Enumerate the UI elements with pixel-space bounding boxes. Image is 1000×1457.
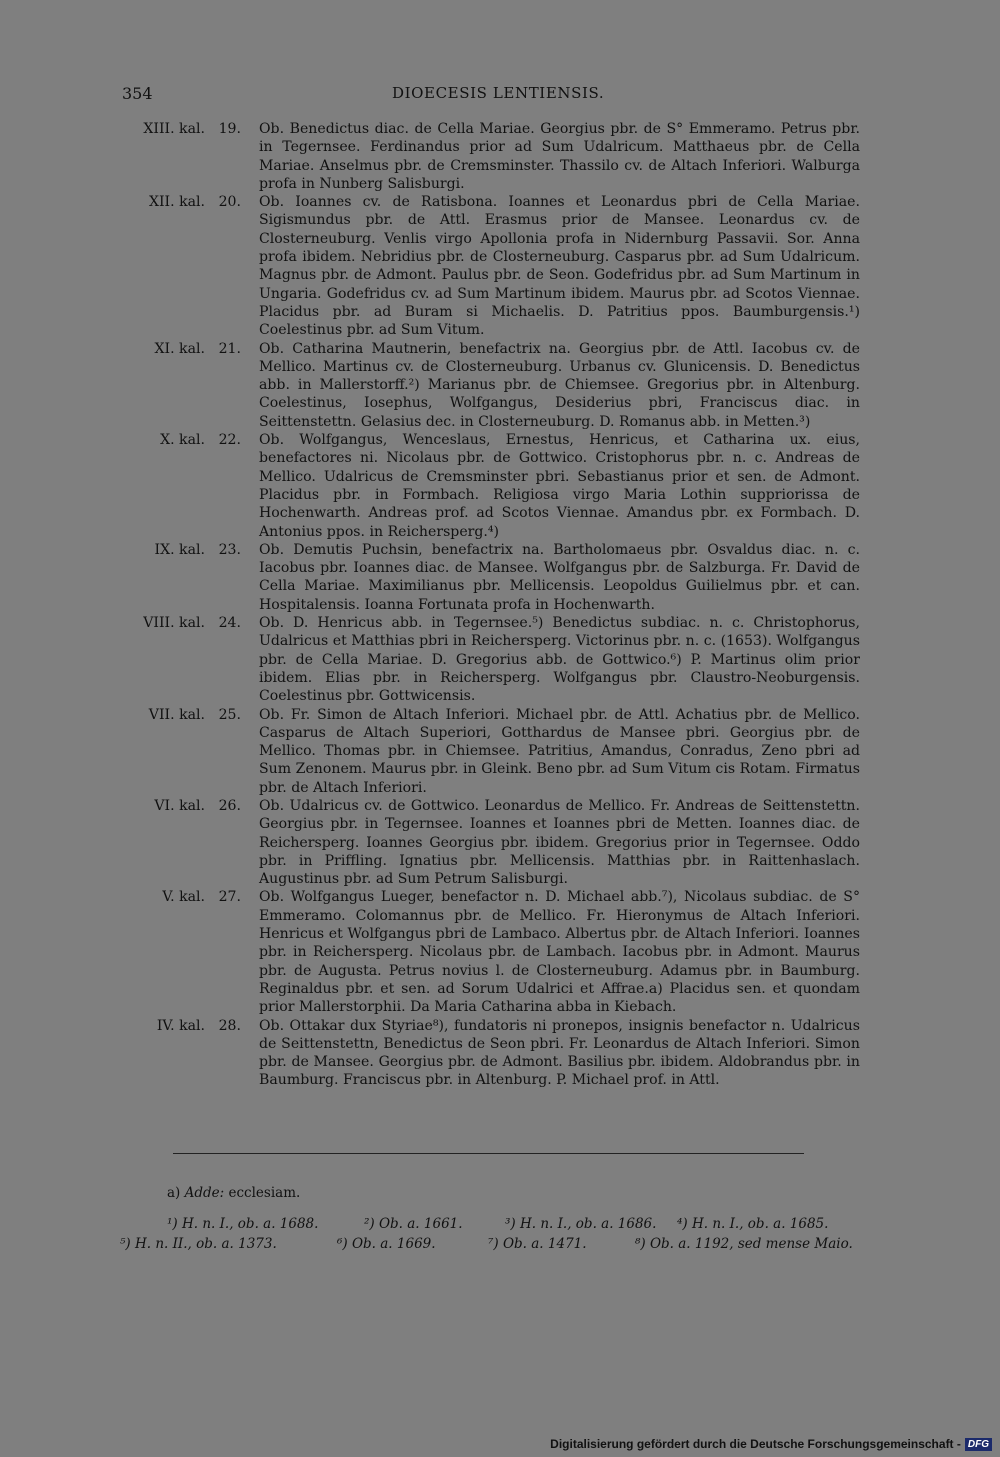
entry-viii-24 <box>100 614 860 705</box>
footnote-1: ¹) H. n. I., ob. a. 1688. <box>167 1216 319 1232</box>
entry-text: Ob. Ioannes cv. de Ratisbona. Ioannes et Leonardus pbri de Cella Mariae. Sigismundus pbr. de Attl. Erasmus prior de Mansee. Leonardus cv. de Closterneuburg. Venlis virgo Apollonia profa in Nidernburg Passavii. Sor. Anna profa ibidem. Nebridius pbr. de Closterneuburg. Casparus pbr. ad Sum Udalricum. Magnus pbr. de Admont. Paulus pbr. de Seon. Godefridus pbr. ad Sum Martinum in Ungaria. Godefridus cv. ad Sum Martinum ibidem. Maurus pbr. ad Scotos Viennae. Placidus pbr. ad Buram si Michaelis. D. Patritius ppos. Baumburgensis.¹) Coelestinus pbr. ad Sum Vitum. <box>259 194 860 339</box>
day-number: 22. <box>218 432 241 449</box>
entry-vi-26 <box>100 797 860 888</box>
day-number: 26. <box>218 797 241 814</box>
kal-label: XIII. kal. <box>143 121 205 137</box>
kal-label: XI. kal. <box>154 340 205 357</box>
entry-text: Ob. Benedictus diac. de Cella Mariae. Georgius pbr. de S° Emmeramo. Petrus pbr. in Tegernsee. Ferdinandus prior ad Sum Udalricum. Matthaeus pbr. de Cella Mariae. Anselmus pbr. de Cremsminster. Thassilo cv. de Altach Inferiori. Walburga profa in Nunberg Salisburgi. <box>259 121 860 192</box>
kal-label: VI. kal. <box>154 797 205 814</box>
footnote-8: ⁸) Ob. a. 1192, sed mense Maio. <box>635 1236 853 1252</box>
entry-text: Ob. Ottakar dux Styriae⁸), fundatoris ni pronepos, insignis benefactor n. Udalricus de Seittenstettn, Benedictus de Seon pbri. Fr. Leonardus de Altach Inferiori. Simon pbr. de Mansee. Georgius pbr. de Admont. Basilius pbr. ibidem. Aldobrandus pbr. in Baumburg. Franciscus pbr. in Altenburg. P. Michael prof. in Attl. <box>259 1017 860 1089</box>
footnote-a-text: ecclesiam. <box>228 1185 301 1201</box>
entry-ix-23 <box>100 541 860 614</box>
page-header <box>122 84 852 106</box>
entry-text: Ob. Wolfgangus Lueger, benefactor n. D. Michael abb.⁷), Nicolaus subdiac. de S° Emmeramo. Colomannus pbr. de Mellico. Fr. Hieronymus de Altach Inferiori. Henricus et Wolfgangus pbri de Lambaco. Albertus pbr. de Altach Inferiori. Ioannes pbr. in Reichersperg. Nicolaus pbr. de Lambach. Iacobus pbr. in Admont. Maurus pbr. de Augusta. Petrus novius l. de Closterneuburg. Adamus pbr. in Baumburg. Reginaldus pbr. et sen. ad Sorum Udalrici et Affrae.a) Placidus sen. et quondam prior Mallerstorphii. Da Maria Catharina abba in Kiebach. <box>259 889 860 1016</box>
entry-x-22 <box>100 431 860 541</box>
day-number: 23. <box>218 541 241 558</box>
day-number: 25. <box>218 706 241 723</box>
day-number: 19. <box>218 121 241 137</box>
kal-label: VII. kal. <box>148 706 205 723</box>
day-number: 27. <box>218 889 241 906</box>
footnote-a <box>167 1185 300 1201</box>
day-number: 21. <box>218 340 241 357</box>
day-number: 20. <box>218 194 241 211</box>
footnote-7: ⁷) Ob. a. 1471. <box>488 1236 587 1252</box>
calendar-entries <box>100 120 860 1090</box>
footnote-3: ³) H. n. I., ob. a. 1686. <box>505 1216 657 1232</box>
footnote-divider <box>173 1153 804 1154</box>
dfg-credit <box>550 1435 992 1453</box>
kal-label: XII. kal. <box>148 194 205 211</box>
dfg-logo: DFG <box>965 1438 992 1451</box>
day-number: 28. <box>218 1017 241 1034</box>
entry-xii-20 <box>100 193 860 339</box>
footnote-6: ⁶) Ob. a. 1669. <box>337 1236 436 1252</box>
kal-label: IX. kal. <box>154 541 205 558</box>
dfg-credit-text: Digitalisierung gefördert durch die Deutsche Forschungsgemeinschaft - <box>550 1437 961 1451</box>
entry-iv-28 <box>100 1017 860 1090</box>
entry-text: Ob. Udalricus cv. de Gottwico. Leonardus de Mellico. Fr. Andreas de Seittenstettn. Georgius pbr. in Tegernsee. Ioannes et Ioannes pbri de Metten. Ioannes diac. de Reichersperg. Ioannes Georgius pbr. ibidem. Gregorius prior in Tegernsee. Oddo pbr. in Priffling. Ignatius pbr. Mellicensis. Matthias pbr. in Raittenhaslach. Augustinus pbr. ad Sum Petrum Salisburgi. <box>259 797 860 888</box>
entry-text: Ob. Demutis Puchsin, benefactrix na. Bartholomaeus pbr. Osvaldus diac. n. c. Iacobus pbr. Ioannes diac. de Mansee. Wolfgangus pbr. de Salzburga. Fr. David de Cella Mariae. Maximilianus pbr. Mellicensis. Leopoldus Guilielmus pbr. et can. Hospitalensis. Ioanna Fortunata profa in Hochenwarth. <box>259 541 860 613</box>
entry-text: Ob. Catharina Mautnerin, benefactrix na. Georgius pbr. de Attl. Iacobus cv. de Mellico. Martinus cv. de Closterneuburg. Urbanus cv. Glunicensis. D. Benedictus abb. in Mallerstorff.²) Marianus pbr. de Chiemsee. Gregorius pbr. in Altenburg. Coelestinus, Iosephus, Wolfgangus, Desiderius pbri, Franciscus diac. in Seittenstettn. Gelasius dec. in Closterneuburg. D. Romanus abb. in Metten.³) <box>259 340 860 430</box>
day-number: 24. <box>218 615 241 632</box>
kal-label: V. kal. <box>162 889 205 906</box>
running-head: DIOECESIS LENTIENSIS. <box>392 84 605 102</box>
entry-xiii-19 <box>100 120 860 193</box>
entry-text: Ob. D. Henricus abb. in Tegernsee.⁵) Benedictus subdiac. n. c. Christophorus, Udalricus et Matthias pbri in Reichersperg. Victorinus pbr. n. c. (1653). Wolfgangus pbr. de Cella Mariae. D. Gregorius abb. de Gottwico.⁶) P. Martinus olim prior ibidem. Elias pbr. in Reichersperg. Wolfgangus pbr. Claustro-Neoburgensis. Coelestinus pbr. Gottwicensis. <box>259 615 860 705</box>
footnote-5: ⁵) H. n. II., ob. a. 1373. <box>120 1236 277 1252</box>
entry-vii-25 <box>100 706 860 797</box>
entry-text: Ob. Fr. Simon de Altach Inferiori. Michael pbr. de Attl. Achatius pbr. de Mellico. Casparus de Altach Superiori, Gotthardus de Mansee pbri. Georgius pbr. de Mellico. Thomas pbr. in Chiemsee. Patritius, Amandus, Conradus, Zeno pbri ad Sum Zenonem. Maurus pbr. in Gleink. Beno pbr. ad Sum Vitum cis Rotam. Firmatus pbr. de Altach Inferiori. <box>259 706 860 796</box>
footnote-4: ⁴) H. n. I., ob. a. 1685. <box>677 1216 829 1232</box>
footnote-2: ²) Ob. a. 1661. <box>364 1216 463 1232</box>
footnote-a-mark: a) <box>167 1185 181 1201</box>
kal-label: X. kal. <box>160 432 205 449</box>
entry-text: Ob. Wolfgangus, Wenceslaus, Ernestus, Henricus, et Catharina ux. eius, benefactores ni. Nicolaus pbr. de Gottwico. Cristophorus pbr. n. c. Andreas de Mellico. Udalricus de Cremsminster pbri. Sebastianus prior et sen. de Admont. Placidus pbr. in Formbach. Religiosa virgo Maria Lothin suppriorissa de Hochenwarth. Andreas prof. ad Scotos Viennae. Amandus pbr. ex Formbach. D. Antonius ppos. in Reichersperg.⁴) <box>259 432 860 540</box>
entry-xi-21 <box>100 340 860 431</box>
entry-v-27 <box>100 888 860 1016</box>
kal-label: IV. kal. <box>156 1017 205 1034</box>
footnote-a-label: Adde: <box>184 1185 225 1201</box>
page-number: 354 <box>122 84 153 103</box>
kal-label: VIII. kal. <box>143 615 205 632</box>
